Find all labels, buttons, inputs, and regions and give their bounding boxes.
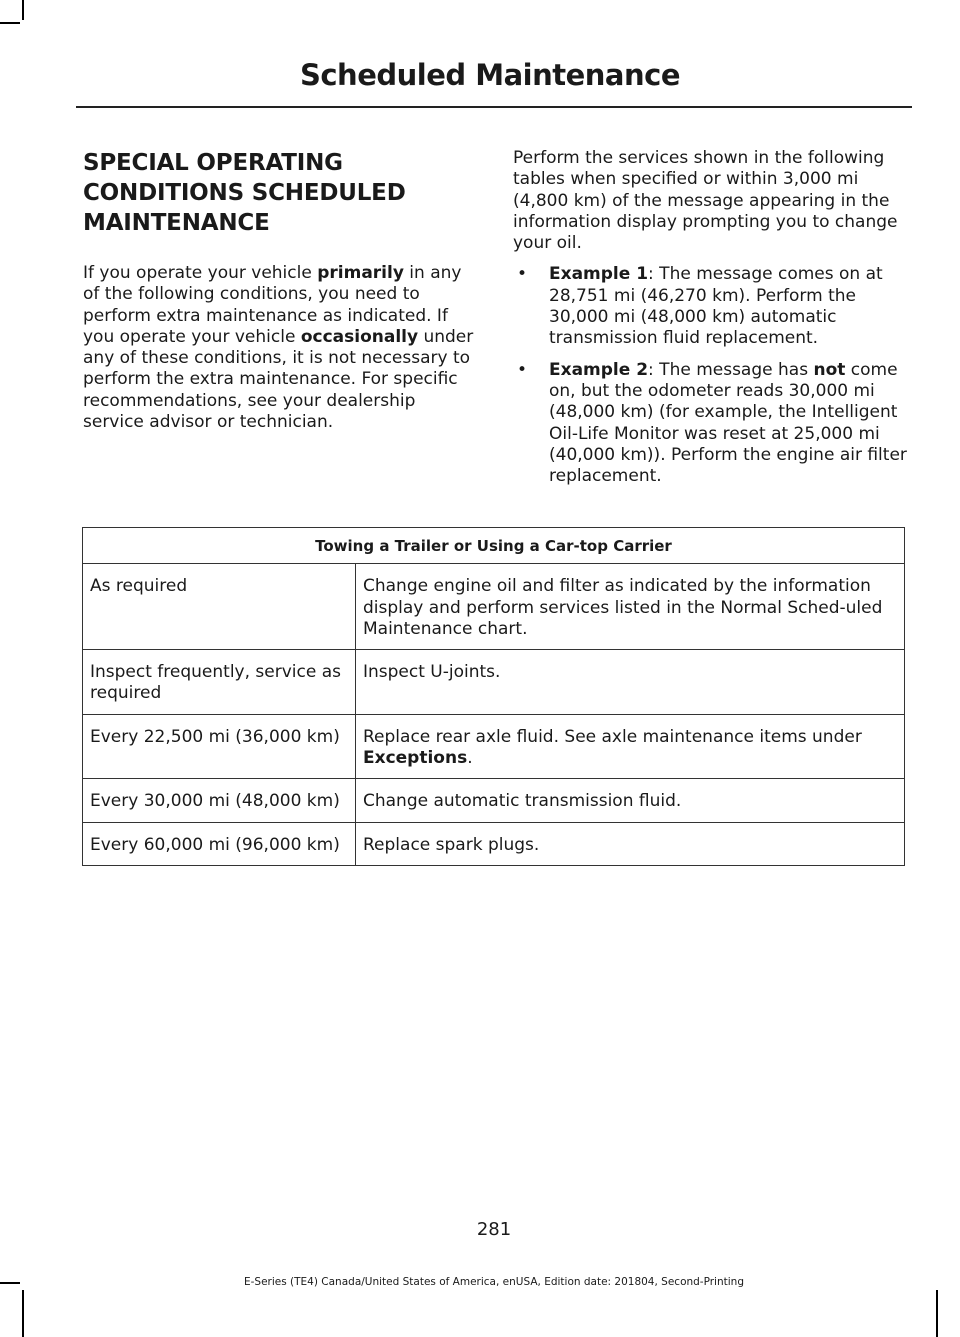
interval-cell: Every 22,500 mi (36,000 km)	[83, 714, 356, 779]
list-item	[513, 264, 908, 349]
example-text-continued: come on, but the odometer reads 30,000 mi (48,000 km) (for example, the Intelligent Oil-Life Monitor was reset at 25,000 mi (40,000 km)). Perform the engine air filter replacement.	[549, 359, 907, 487]
intro-text-2: in any of the following conditions, you need to perform extra maintenance as indicated. If you operate your vehicle	[83, 263, 462, 347]
table-row	[83, 779, 905, 822]
table-header-row	[83, 528, 905, 564]
crop-mark-top-left-horizontal	[0, 22, 20, 24]
table-row	[83, 650, 905, 715]
action-text-end: .	[467, 748, 473, 769]
example-label: Example 2	[549, 359, 649, 380]
exceptions-reference: Exceptions	[363, 748, 468, 769]
action-text: Replace rear axle fluid. See axle maintenance items under	[363, 726, 862, 747]
right-column	[513, 148, 908, 497]
left-column	[83, 148, 478, 433]
example-text: : The message comes on at 28,751 mi (46,270 km). Perform the 30,000 mi (48,000 km) automatic transmission fluid replacement.	[549, 264, 883, 349]
interval-cell: Every 30,000 mi (48,000 km)	[83, 779, 356, 822]
table-row	[83, 714, 905, 779]
page-header-title: Scheduled Maintenance	[299, 58, 680, 92]
intro-emphasis-occasionally: occasionally	[300, 326, 419, 347]
crop-mark-top-left	[22, 0, 24, 20]
crop-mark-bottom-right-vertical	[936, 1290, 938, 1337]
services-paragraph: Perform the services shown in the following tables when specified or within 3,000 mi (4,800 km) of the message appearing in the information display prompting you to change your oil.	[513, 148, 898, 254]
action-cell: Inspect U-joints.	[356, 650, 905, 715]
section-title-line-1: SPECIAL OPERATING	[83, 150, 343, 176]
section-title-line-2: CONDITIONS SCHEDULED	[83, 180, 406, 206]
interval-cell: As required	[83, 564, 356, 650]
page-number: 281	[476, 1219, 512, 1240]
bullet-icon: •	[517, 264, 528, 285]
action-cell: Change engine oil and filter as indicated by the information display and perform services listed in the Normal Sched-uled Maintenance chart.	[356, 564, 905, 650]
header-divider	[76, 106, 912, 108]
intro-text-1: If you operate your vehicle	[83, 263, 318, 283]
table-title: Towing a Trailer or Using a Car-top Carrier	[83, 528, 905, 564]
towing-maintenance-table	[82, 527, 905, 866]
action-cell: Change automatic transmission fluid.	[356, 779, 905, 822]
example-text: : The message has	[648, 359, 814, 380]
interval-cell: Every 60,000 mi (96,000 km)	[83, 822, 356, 865]
table-row	[83, 564, 905, 650]
bullet-icon: •	[517, 359, 528, 380]
intro-emphasis-primarily: primarily	[317, 263, 404, 283]
example-emphasis: not	[813, 359, 846, 380]
list-item	[513, 360, 908, 488]
example-list	[513, 264, 908, 487]
edition-footer: E-Series (TE4) Canada/United States of America, enUSA, Edition date: 201804, Second-Printing	[243, 1276, 744, 1288]
interval-cell: Inspect frequently, service as required	[83, 650, 356, 715]
action-cell: Replace spark plugs.	[356, 822, 905, 865]
section-title-line-3: MAINTENANCE	[83, 210, 270, 236]
action-cell	[356, 714, 905, 779]
section-title	[83, 148, 478, 238]
intro-text-3: under any of these conditions, it is not necessary to perform the extra maintenance. For specific recommendations, see your dealership service advisor or technician.	[83, 326, 474, 433]
table-row	[83, 822, 905, 865]
example-label: Example 1	[549, 264, 649, 285]
crop-mark-bottom-left-vertical	[22, 1290, 24, 1337]
intro-paragraph	[83, 263, 478, 433]
